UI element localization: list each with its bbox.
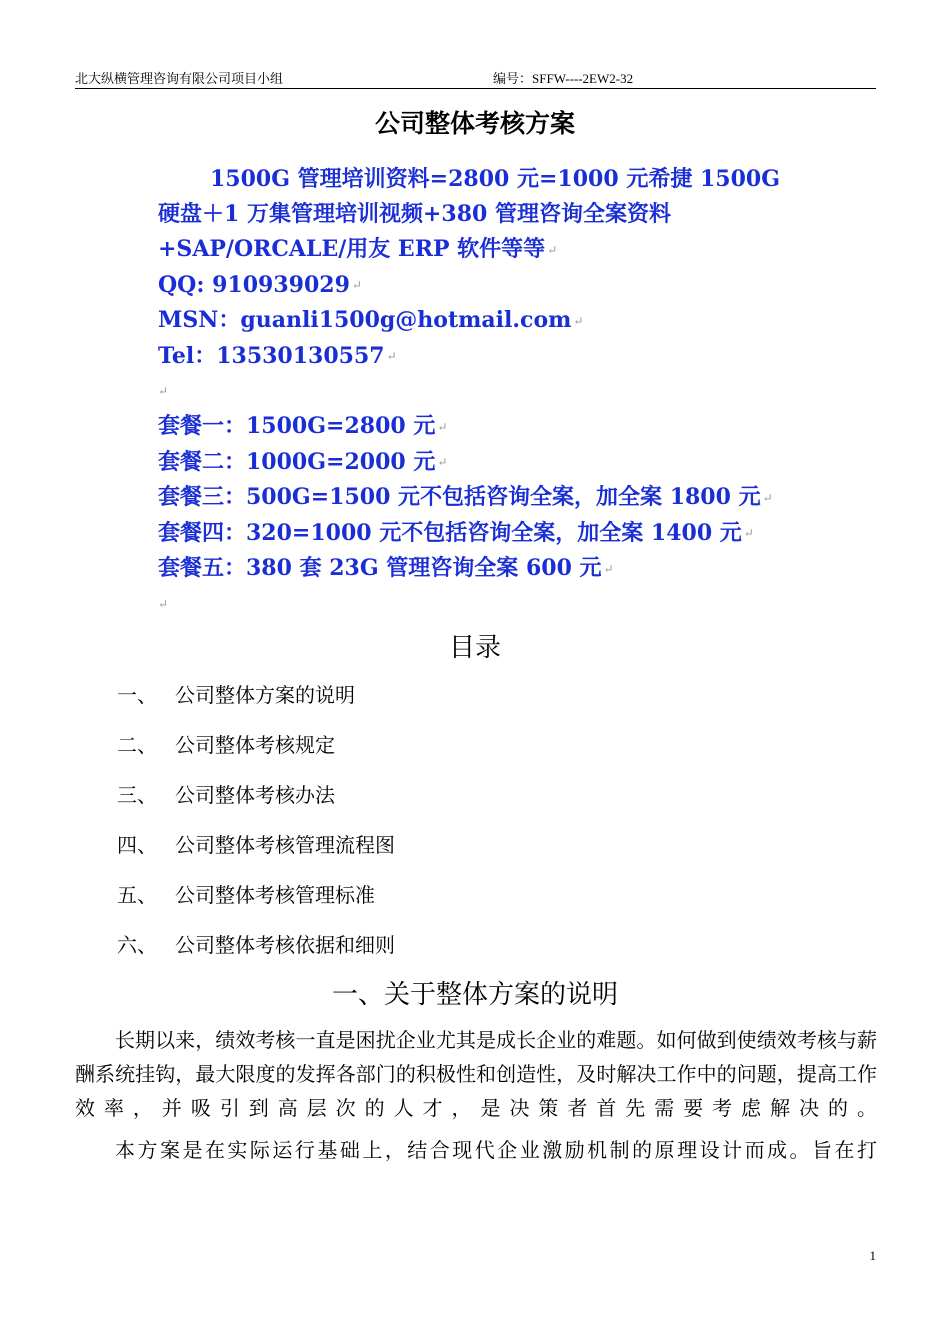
toc-item-label: 公司整体考核管理标准 [175,883,375,907]
package-1-text: 套餐一：1500G=2800 元 [158,413,436,439]
ad-line-1-text: 1500G 管理培训资料=2800 元=1000 元希捷 1500G [210,166,781,192]
package-1 [158,409,818,445]
package-5-text: 套餐五：380 套 23G 管理咨询全案 600 元 [158,555,602,581]
ad-line-1 [158,162,818,197]
blank-line [158,374,818,409]
package-4 [158,516,818,552]
return-mark-icon: ↵ [351,278,362,292]
toc-item[interactable] [117,728,395,778]
return-mark-icon: ↵ [743,526,754,540]
return-mark-icon: ↵ [603,561,614,576]
tel-text: Tel：13530130557 [158,342,385,369]
toc-item-label: 公司整体考核管理流程图 [175,833,395,857]
toc-title: 目录 [448,633,501,663]
return-mark-icon: ↵ [437,455,448,469]
ad-line-2 [158,197,818,232]
page-header [75,66,876,89]
toc-item[interactable] [117,878,395,928]
return-mark-icon: ↵ [573,313,584,328]
document-title: 公司整体考核方案 [374,109,575,138]
toc-item-label: 公司整体考核规定 [175,733,335,757]
package-3-text: 套餐三：500G=1500 元不包括咨询全案，加全案 1800 元 [158,484,761,510]
toc-item-number: 一、 [117,683,157,707]
toc-item-label: 公司整体考核依据和细则 [175,933,395,957]
qq-text: QQ: 910939029 [158,271,350,298]
paragraph: 长期以来，绩效考核一直是困扰企业尤其是成长企业的难题。如何做到使绩效考核与薪酬系统挂钩，最大限度的发挥各部门的积极性和创造性，及时解决工作中的问题，提高工作效率，并吸引到高层次的人才，是决策者首先需要考虑解决的。 [75,1028,877,1120]
return-mark-icon: ↵ [547,242,558,257]
package-3 [158,480,818,516]
package-5 [158,551,818,587]
ad-qq [158,268,818,304]
toc-item-number: 二、 [117,733,157,757]
return-mark-icon: ↵ [437,419,448,434]
toc-item[interactable] [117,678,395,728]
page-number: 1 [869,1248,876,1263]
msn-email-link[interactable]: MSN：guanli1500g@hotmail.com [158,307,572,333]
toc-item-label: 公司整体考核办法 [175,783,335,807]
toc-item-number: 三、 [117,783,157,807]
toc-item[interactable] [117,828,395,878]
ad-line-2-text: 硬盘＋1 万集管理培训视频+380 管理咨询全案资料 [158,201,671,227]
toc-item-number: 五、 [117,883,157,907]
return-mark-icon: ↵ [158,384,169,398]
return-mark-icon: ↵ [386,349,397,363]
toc-item-label: 公司整体方案的说明 [175,683,355,707]
section-body [75,1023,877,1167]
package-2-text: 套餐二：1000G=2000 元 [158,448,436,475]
return-mark-icon: ↵ [762,490,773,505]
toc-item[interactable] [117,778,395,828]
paragraph: 本方案是在实际运行基础上，结合现代企业激励机制的原理设计而成。旨在打 [115,1138,877,1162]
header-doc-number: 编号：SFFW----2EW2-32 [493,71,634,86]
ad-line-3-text: +SAP/ORCALE/用友 ERP 软件等等 [158,236,546,262]
header-company: 北大纵横管理咨询有限公司项目小组 [75,72,284,87]
ad-tel [158,339,818,375]
ad-msn [158,303,818,339]
toc-item-number: 六、 [117,933,157,957]
return-mark-icon: ↵ [158,596,169,611]
ad-line-3 [158,232,818,268]
table-of-contents [117,678,395,978]
section-title: 一、关于整体方案的说明 [331,980,618,1010]
advertisement-block [158,162,818,622]
toc-item[interactable] [117,928,395,978]
package-4-text: 套餐四：320=1000 元不包括咨询全案，加全案 1400 元 [158,519,742,546]
toc-item-number: 四、 [117,833,157,857]
blank-line [158,587,818,622]
package-2 [158,445,818,481]
